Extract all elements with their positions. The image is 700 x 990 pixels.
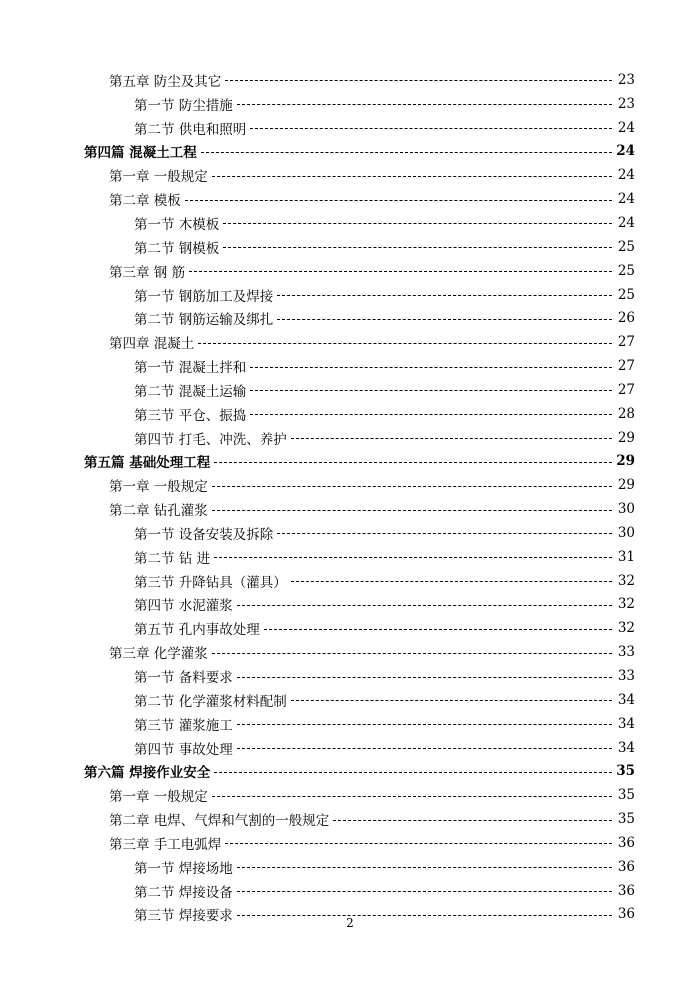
toc-entry-title: 第二节 焊接设备 — [134, 884, 233, 901]
toc-entry-page: 25 — [617, 262, 635, 279]
toc-entry-page: 33 — [617, 668, 635, 685]
toc-entry-title: 第五节 孔内事故处理 — [134, 622, 260, 639]
dot-leader — [201, 152, 612, 153]
toc-section-entry — [0, 426, 700, 450]
toc-chapter-entry — [0, 163, 700, 187]
toc-entry-title: 第二节 供电和照明 — [134, 121, 247, 138]
dot-leader — [277, 533, 612, 534]
dot-leader — [212, 796, 612, 797]
toc-section-entry — [0, 116, 700, 140]
toc-entry-page: 32 — [617, 572, 635, 589]
toc-section-entry — [0, 235, 700, 259]
toc-entry-title: 第一节 钢筋加工及焊接 — [134, 288, 274, 305]
dot-leader — [250, 390, 612, 391]
toc-entry-page: 29 — [617, 429, 635, 446]
dot-leader — [237, 891, 612, 892]
toc-entry-page: 27 — [617, 381, 635, 398]
toc-entry-title: 第二章 电焊、气焊和气割的一般规定 — [109, 813, 330, 830]
toc-entry-page: 35 — [617, 811, 635, 828]
dot-leader — [223, 247, 612, 248]
toc-entry-title: 第五篇 基础处理工程 — [84, 455, 211, 472]
toc-section-entry — [0, 92, 700, 116]
dot-leader — [214, 462, 612, 463]
toc-entry-page: 36 — [617, 858, 635, 875]
toc-entry-title: 第四节 水泥灌浆 — [134, 598, 233, 615]
toc-chapter-entry — [0, 807, 700, 831]
toc-entry-page: 36 — [617, 834, 635, 851]
toc-entry-title: 第一节 木模板 — [134, 216, 220, 233]
toc-entry-title: 第三节 焊接要求 — [134, 908, 233, 925]
toc-entry-page: 24 — [617, 119, 635, 136]
toc-entry-page: 24 — [617, 214, 635, 231]
dot-leader — [277, 295, 612, 296]
dot-leader — [185, 200, 612, 201]
toc-entry-page: 26 — [617, 310, 635, 327]
toc-entry-title: 第二章 模板 — [109, 193, 181, 210]
dot-leader — [277, 319, 612, 320]
toc-entry-page: 34 — [617, 691, 635, 708]
dot-leader — [198, 343, 612, 344]
toc-entry-page: 34 — [617, 715, 635, 732]
toc-chapter-entry — [0, 68, 700, 92]
toc-section-entry — [0, 712, 700, 736]
toc-entry-title: 第一节 焊接场地 — [134, 860, 233, 877]
dot-leader — [250, 128, 612, 129]
toc-section-entry — [0, 855, 700, 879]
toc-entry-page: 27 — [617, 334, 635, 351]
page-number: 2 — [346, 916, 354, 930]
dot-leader — [291, 438, 612, 439]
dot-leader — [223, 223, 612, 224]
toc-entry-page: 32 — [617, 620, 635, 637]
dot-leader — [291, 700, 612, 701]
dot-leader — [237, 867, 612, 868]
dot-leader — [212, 653, 612, 654]
toc-entry-title: 第三章 手工电弧焊 — [109, 836, 222, 853]
dot-leader — [333, 820, 612, 821]
toc-entry-page: 31 — [617, 548, 635, 565]
toc-entry-page: 32 — [617, 596, 635, 613]
toc-section-entry — [0, 521, 700, 545]
toc-chapter-entry — [0, 783, 700, 807]
table-of-contents — [0, 68, 700, 926]
dot-leader — [237, 605, 612, 606]
dot-leader — [237, 104, 612, 105]
toc-section-entry — [0, 211, 700, 235]
toc-entry-page: 29 — [616, 453, 635, 470]
dot-leader — [250, 367, 612, 368]
dot-leader — [212, 486, 612, 487]
toc-section-entry — [0, 569, 700, 593]
dot-leader — [212, 510, 612, 511]
toc-section-entry — [0, 354, 700, 378]
toc-section-entry — [0, 378, 700, 402]
toc-entry-title: 第二节 钢筋运输及绑扎 — [134, 312, 274, 329]
toc-entry-page: 27 — [617, 358, 635, 375]
toc-section-entry — [0, 736, 700, 760]
toc-entry-page: 35 — [617, 787, 635, 804]
toc-entry-title: 第四节 打毛、冲洗、养护 — [134, 431, 287, 448]
toc-part-entry — [0, 759, 700, 783]
dot-leader — [214, 557, 612, 558]
dot-leader — [237, 677, 612, 678]
toc-section-entry — [0, 402, 700, 426]
dot-leader — [237, 748, 612, 749]
toc-chapter-entry — [0, 259, 700, 283]
toc-chapter-entry — [0, 497, 700, 521]
toc-part-entry — [0, 140, 700, 164]
toc-entry-page: 24 — [617, 191, 635, 208]
toc-entry-title: 第三节 升降钻具（灌具） — [134, 574, 287, 591]
toc-entry-page: 35 — [616, 763, 635, 780]
toc-entry-title: 第二节 化学灌浆材料配制 — [134, 693, 287, 710]
dot-leader — [291, 581, 612, 582]
toc-entry-title: 第二节 钢模板 — [134, 240, 220, 257]
toc-section-entry — [0, 593, 700, 617]
toc-entry-title: 第一节 备料要求 — [134, 670, 233, 687]
toc-entry-title: 第三章 化学灌浆 — [109, 646, 208, 663]
toc-section-entry — [0, 616, 700, 640]
toc-entry-page: 36 — [617, 906, 635, 923]
toc-section-entry — [0, 306, 700, 330]
toc-entry-title: 第一章 一般规定 — [109, 789, 208, 806]
toc-entry-title: 第一章 一般规定 — [109, 479, 208, 496]
toc-entry-page: 25 — [617, 286, 635, 303]
toc-section-entry — [0, 283, 700, 307]
toc-entry-page: 24 — [616, 143, 635, 160]
dot-leader — [212, 176, 612, 177]
toc-entry-title: 第一章 一般规定 — [109, 169, 208, 186]
toc-entry-title: 第二章 钻孔灌浆 — [109, 503, 208, 520]
toc-entry-page: 29 — [617, 477, 635, 494]
toc-entry-title: 第一节 防尘措施 — [134, 97, 233, 114]
toc-entry-page: 34 — [617, 739, 635, 756]
toc-entry-page: 24 — [617, 167, 635, 184]
dot-leader — [189, 271, 612, 272]
toc-entry-title: 第四章 混凝土 — [109, 336, 195, 353]
toc-entry-title: 第一节 混凝土拌和 — [134, 360, 247, 377]
toc-section-entry — [0, 545, 700, 569]
toc-chapter-entry — [0, 831, 700, 855]
dot-leader — [264, 629, 612, 630]
dot-leader — [225, 843, 612, 844]
dot-leader — [237, 724, 612, 725]
toc-entry-title: 第三节 平仓、振捣 — [134, 407, 247, 424]
toc-entry-title: 第六篇 焊接作业安全 — [84, 765, 211, 782]
dot-leader — [225, 80, 612, 81]
toc-entry-title: 第五章 防尘及其它 — [109, 73, 222, 90]
toc-entry-title: 第四节 事故处理 — [134, 741, 233, 758]
toc-entry-page: 23 — [617, 71, 635, 88]
toc-entry-page: 33 — [617, 644, 635, 661]
toc-entry-page: 30 — [617, 501, 635, 518]
toc-entry-title: 第二节 钻 进 — [134, 550, 211, 567]
toc-section-entry — [0, 664, 700, 688]
toc-entry-title: 第二节 混凝土运输 — [134, 383, 247, 400]
toc-entry-title: 第三章 钢 筋 — [109, 264, 186, 281]
toc-chapter-entry — [0, 473, 700, 497]
dot-leader — [214, 772, 612, 773]
toc-chapter-entry — [0, 187, 700, 211]
toc-section-entry — [0, 688, 700, 712]
toc-part-entry — [0, 450, 700, 474]
toc-entry-title: 第四篇 混凝土工程 — [84, 145, 197, 162]
dot-leader — [250, 414, 612, 415]
toc-section-entry — [0, 879, 700, 903]
toc-entry-title: 第三节 灌浆施工 — [134, 717, 233, 734]
toc-entry-title: 第一节 设备安装及拆除 — [134, 526, 274, 543]
toc-chapter-entry — [0, 640, 700, 664]
toc-chapter-entry — [0, 330, 700, 354]
toc-entry-page: 23 — [617, 95, 635, 112]
toc-entry-page: 28 — [617, 405, 635, 422]
toc-entry-page: 36 — [617, 882, 635, 899]
toc-entry-page: 30 — [617, 524, 635, 541]
toc-entry-page: 25 — [617, 238, 635, 255]
